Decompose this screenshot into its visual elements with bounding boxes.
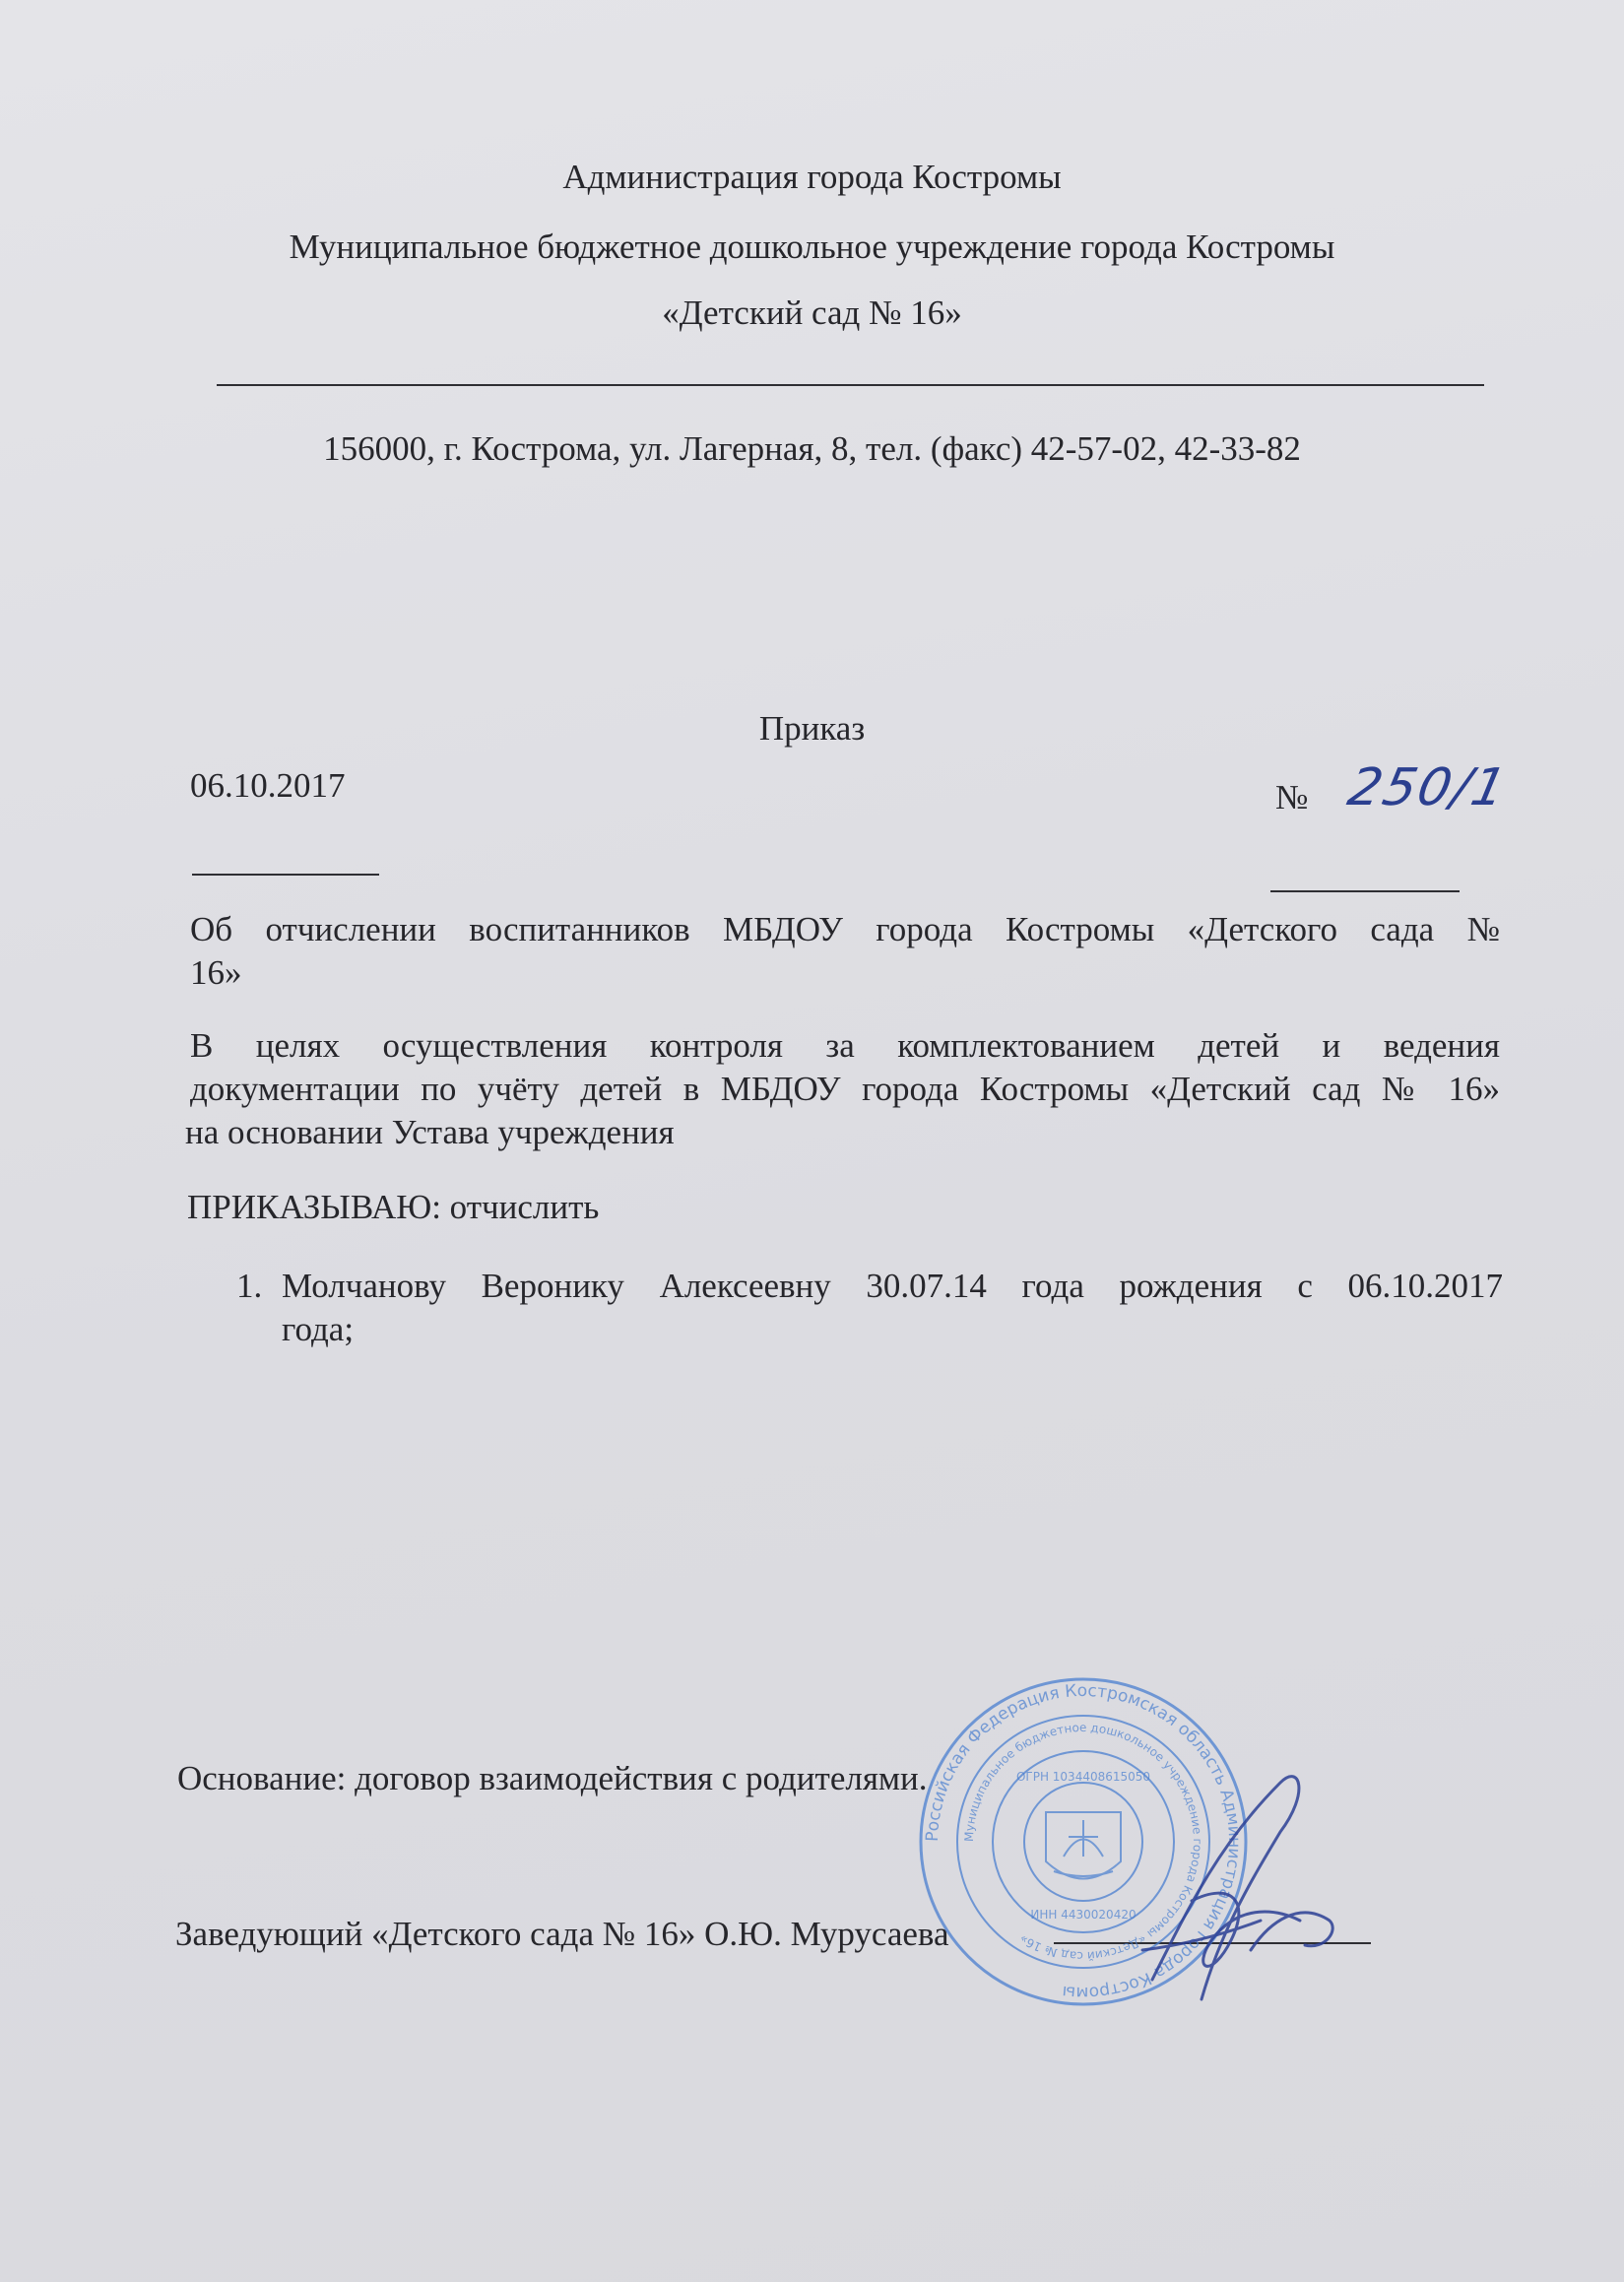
date-underline	[192, 874, 379, 876]
basis-text: Основание: договор взаимодействия с родителями.	[177, 1759, 928, 1797]
list-item-line-1: Молчанову Веронику Алексеевну 30.07.14 года рождения с 06.10.2017	[282, 1267, 1503, 1305]
signature-text: Заведующий «Детского сада № 16» О.Ю. Мурусаева	[175, 1915, 949, 1953]
header-administration: Администрация города Костромы	[562, 158, 1062, 196]
handwritten-signature	[1133, 1753, 1359, 2019]
order-date: 06.10.2017	[190, 766, 346, 805]
directive: ПРИКАЗЫВАЮ: отчислить	[187, 1188, 600, 1226]
list-item-line-2: года;	[282, 1310, 355, 1348]
header-address: 156000, г. Кострома, ул. Лагерная, 8, тел. (факс) 42-57-02, 42-33-82	[323, 429, 1301, 468]
svg-text:Российская Федерация Костромск: Российская Федерация Костромская область Администрация города Костромы	[922, 1680, 1245, 2003]
subject-line-1: Об отчислении воспитанников МБДОУ города Костромы «Детского сада №	[190, 910, 1500, 948]
svg-text:ИНН 4430020420: ИНН 4430020420	[1030, 1908, 1137, 1922]
preamble-line-2: документации по учёту детей в МБДОУ города Костромы «Детский сад № 16»	[190, 1070, 1500, 1108]
order-title: Приказ	[758, 709, 866, 748]
svg-text:Муниципальное бюджетное дошкол: Муниципальное бюджетное дошкольное учреждение города Костромы «Детский сад № 16»	[961, 1720, 1205, 1964]
subject-line-2: 16»	[190, 953, 242, 992]
preamble-line-3: на основании Устава учреждения	[185, 1113, 675, 1151]
header-divider	[217, 384, 1484, 386]
preamble-line-1: В целях осуществления контроля за комплектованием детей и ведения	[190, 1026, 1500, 1065]
svg-text:ОГРН 1034408615050: ОГРН 1034408615050	[1015, 1770, 1151, 1784]
header-name: «Детский сад № 16»	[662, 293, 962, 332]
header-institution: Муниципальное бюджетное дошкольное учреждение города Костромы	[289, 228, 1335, 266]
order-number-sign: №	[1275, 778, 1309, 816]
number-underline	[1270, 890, 1460, 892]
list-item-marker: 1.	[236, 1267, 263, 1305]
order-number-handwritten: 250/1	[1342, 758, 1514, 817]
